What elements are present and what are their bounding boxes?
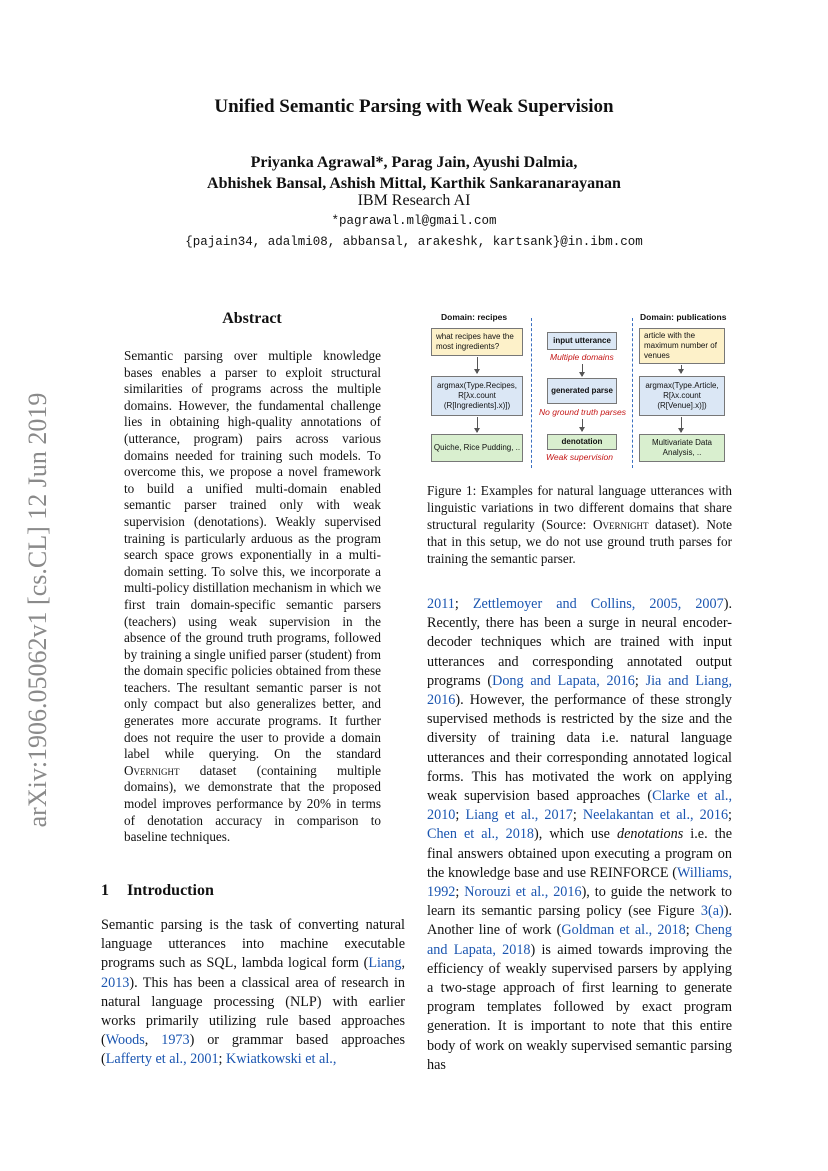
arxiv-id: arXiv:1906.05062v1 [cs.CL] 12 Jun 2019 [23,392,52,828]
figure-arrow [681,417,682,432]
citation-link[interactable]: 1973 [161,1032,190,1049]
figure-reference-link[interactable]: 3(a) [700,903,724,920]
text-run: ; [728,807,732,824]
authors-line-1: Priyanka Agrawal*, Parag Jain, Ayushi Dalmia, [250,154,578,171]
figure-generated-parse-box: generated parse [547,378,617,404]
citation-link[interactable]: 2013 [101,974,130,991]
text-run: ; [685,922,695,939]
citation-link[interactable]: Clarke et al., 2010 [427,788,733,824]
figure-domain-publications-label: Domain: publications [640,312,727,322]
caption-text: Figure 1: Examples for natural language utterances with linguistic variations in two different domains that share structural regularity (Source: [427,483,732,532]
section-number: 1 [101,882,109,899]
text-run: ), to guide the network to learn its semantic parsing policy (see Figure [427,884,733,920]
authors-line-2: Abhishek Bansal, Ashish Mittal, Karthik Sankaranarayanan [207,175,621,192]
citation-link[interactable]: Liang et al., 2017 [465,807,573,824]
text-run: , [144,1032,162,1049]
intro-paragraph [101,916,405,1070]
figure-recipes-utterance-box: what recipes have the most ingredients? [431,328,523,356]
citation-link[interactable]: Norouzi et al., 2016 [464,884,582,901]
figure-divider-left [531,318,532,468]
abstract-text [124,348,381,846]
text-run: ). Another line of work ( [427,903,732,939]
caption-dataset-name: Overnight [593,517,649,532]
citation-link[interactable]: Chen et al., 2018 [427,826,535,843]
right-column-paragraph [427,595,732,1075]
affiliation: IBM Research AI [357,192,471,209]
figure-publications-program-box: argmax(Type.Article, R[λx.count (R[Venue].x)]) [639,376,725,416]
citation-link[interactable]: Williams, 1992 [427,864,732,901]
citation-link[interactable]: Liang [368,955,402,972]
figure-arrow [582,364,583,376]
text-run: ; [634,672,646,689]
figure-note-no-ground-truth: No ground truth parses [539,407,626,417]
text-run: ) is aimed towards improving the efficiency of weakly supervised parsers by applying a two-stage approach of first learning to generate program templates followed by exact program generation. It is important to note that this entire body of work on weakly supervised semantic parsing has [427,941,733,1073]
figure-denotation-box: denotation [547,434,617,450]
text-run: ; [572,807,583,824]
text-run: ; [455,807,466,824]
figure-note-multiple-domains: Multiple domains [550,352,614,362]
abstract-part-1: Semantic parsing over multiple knowledge bases enables a parser to exploit structural similarities of programs across the multiple domains. However, the fundamental challenge lies in obtaining high-quality annotations of (utterance, program) pairs across various domains needed for training such models. To overcome this, we propose a novel framework to build a unified multi-domain enabled semantic parser trained only with weak supervision (denotations). Weakly supervised training is particularly arduous as the program search space grows exponentially in a multi-domain setting. To solve this, we incorporate a multi-policy distillation mechanism in which we first train domain-specific semantic parsers (teachers) using weak supervision in the absence of the ground truth programs, followed by training a single unified parser (student) from the domain specific policies obtained from these teachers. The resultant semantic parser is not only compact but also generalizes better, and generates more accurate programs. It further does not require the user to provide a domain label while querying. On the standard [124,348,381,762]
text-run: ). However, the performance of these strongly supervised methods is restricted by the size and the diversity of training data i.e. natural language utterances and their corresponding annotated logical forms. This has motivated the work on applying weak supervision based approaches ( [427,692,732,805]
citation-link[interactable]: Jia and Liang, 2016 [427,672,732,709]
caption-text: dataset). Note that in this setup, we do not use ground truth parses for training the semantic parser. [427,517,732,566]
email-primary: *pagrawal.ml@gmail.com [331,214,497,228]
citation-link[interactable]: Dong and Lapata, 2016 [492,672,635,689]
figure-arrow [582,419,583,431]
abstract-dataset-name: Overnight [124,762,180,778]
citation-link[interactable]: Neelakantan et al., 2016 [582,807,729,824]
figure-publications-denotation-box: Multivariate Data Analysis, .. [639,434,725,462]
text-run: ). Recently, there has been a surge in neural encoder-decoder techniques which are trained with input utterances and corresponding annotated output programs ( [427,596,732,689]
figure-arrow [477,417,478,432]
email-group: {pajain34, adalmi08, abbansal, arakeshk, kartsank}@in.ibm.com [185,235,643,249]
text-run: ). This has been a classical area of research in natural language processing (NLP) with earlier works primarily utilizing rule based approaches ( [101,974,405,1049]
citation-link[interactable]: Cheng and Lapata, 2018 [427,922,732,958]
section-heading-introduction [101,882,214,900]
abstract-part-2: dataset (containing multiple domains), we demonstrate that the proposed model improves performance by 20% in terms of denotation accuracy in comparison to baseline techniques. [124,762,381,845]
figure-input-utterance-box: input utterance [547,332,617,350]
text-run: i.e. the final answers obtained upon executing a program on the knowledge base and use REINFORCE ( [427,826,733,881]
citation-link[interactable]: 2011 [427,596,455,612]
figure-note-weak-supervision: Weak supervision [546,452,613,462]
citation-link[interactable]: Kwiatkowski et al., [226,1051,337,1068]
citation-link[interactable]: Woods [105,1032,145,1049]
text-run: , [401,955,405,972]
figure-1-caption [427,482,732,567]
emphasis-term: denotations [617,826,684,843]
author-list [0,152,828,194]
text-run: ; [455,884,465,901]
text-run: ) or grammar based approaches ( [101,1032,405,1068]
text-run: Semantic parsing is the task of converting natural language utterances into machine executable programs such as SQL, lambda logical form ( [101,917,405,972]
figure-1 [427,310,732,470]
figure-recipes-program-box: argmax(Type.Recipes, R[λx.count (R[Ingredients].x)]) [431,376,523,416]
citation-link[interactable]: Lafferty et al., 2001 [105,1051,219,1068]
abstract-heading: Abstract [222,310,282,327]
figure-domain-recipes-label: Domain: recipes [441,312,508,322]
text-run: ; [454,596,473,612]
citation-link[interactable]: Goldman et al., 2018 [561,922,686,939]
citation-link[interactable]: Zettlemoyer and Collins, 2005, 2007 [472,596,724,612]
figure-arrow [681,365,682,373]
figure-arrow [477,357,478,373]
figure-divider-right [632,318,633,468]
figure-recipes-denotation-box: Quiche, Rice Pudding, .. [431,434,523,462]
figure-publications-utterance-box: article with the maximum number of venues [639,328,725,364]
text-run: ), which use [534,826,618,843]
text-run: ; [218,1051,227,1068]
paper-title: Unified Semantic Parsing with Weak Supervision [214,96,614,117]
section-title: Introduction [127,882,214,899]
